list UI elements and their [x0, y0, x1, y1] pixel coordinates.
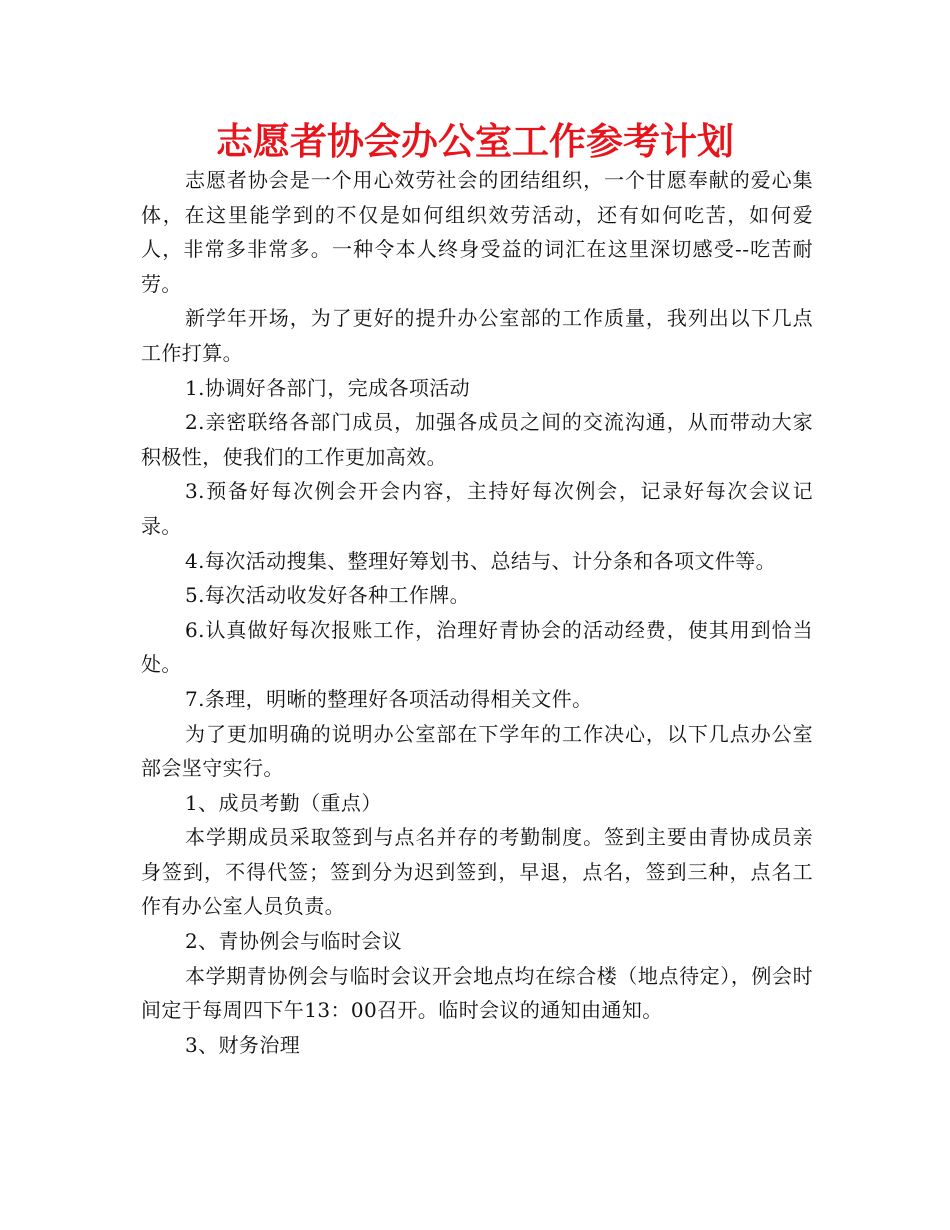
list-item-6: 6.认真做好每次报账工作，治理好青协会的活动经费，使其用到恰当处。	[141, 617, 813, 677]
list-item-4: 4.每次活动搜集、整理好筹划书、总结与、计分条和各项文件等。	[185, 548, 777, 573]
list-item-7: 7.条理，明晰的整理好各项活动得相关文件。	[185, 686, 593, 711]
list-item-1: 1.协调好各部门，完成各项活动	[185, 375, 471, 400]
section-heading-finance: 3、财务治理	[185, 1032, 301, 1057]
list-item-5: 5.每次活动收发好各种工作牌。	[185, 583, 471, 608]
section-heading-meetings: 2、青协例会与临时会议	[185, 929, 403, 954]
document-body	[141, 163, 813, 1062]
list-item-2: 2.亲密联络各部门成员，加强各成员之间的交流沟通，从而带动大家积极性，使我们的工作更加高效。	[141, 410, 813, 469]
list-item-3: 3.预备好每次例会开会内容，主持好每次例会，记录好每次会议记录。	[141, 479, 813, 538]
paragraph-intro: 志愿者协会是一个用心效劳社会的团结组织，一个甘愿奉献的爱心集体，在这里能学到的不仅是如何组织效劳活动，还有如何吃苦，如何爱人，非常多非常多。一种令本人终身受益的词汇在这里深切感受--吃苦耐劳。	[141, 168, 813, 296]
paragraph-attendance: 本学期成员采取签到与点名并存的考勤制度。签到主要由青协成员亲身签到，不得代签；签到分为迟到签到，早退，点名，签到三种，点名工作有办公室人员负责。	[141, 825, 813, 919]
paragraph-commitment: 为了更加明确的说明办公室部在下学年的工作决心，以下几点办公室部会坚守实行。	[141, 721, 813, 781]
paragraph-plan-intro: 新学年开场，为了更好的提升办公室部的工作质量，我列出以下几点工作打算。	[141, 306, 813, 365]
paragraph-meetings: 本学期青协例会与临时会议开会地点均在综合楼（地点待定），例会时间定于每周四下午13：00召开。临时会议的通知由通知。	[141, 963, 813, 1023]
document-title: 志愿者协会办公室工作参考计划	[216, 120, 734, 163]
section-heading-attendance: 1、成员考勤（重点）	[185, 790, 382, 815]
